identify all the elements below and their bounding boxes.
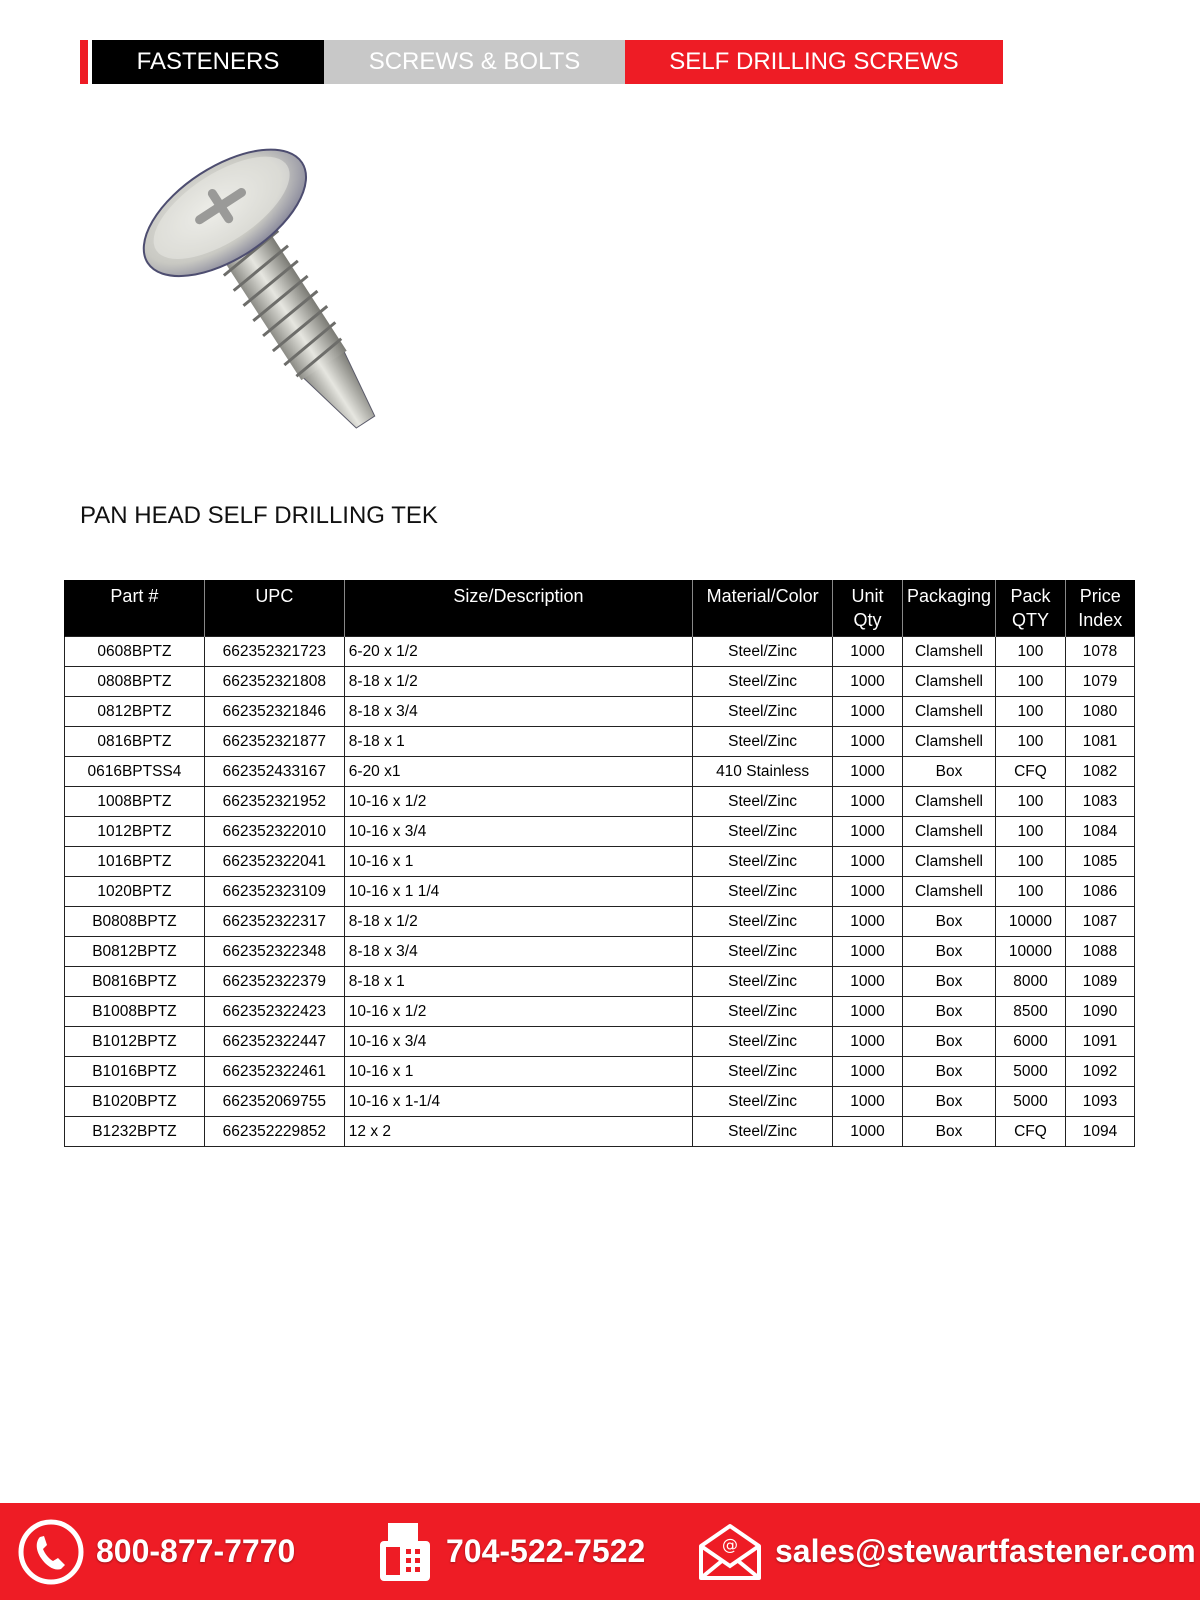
table-cell: 8-18 x 1 <box>344 727 692 757</box>
table-cell: 1000 <box>833 637 903 667</box>
fax-number[interactable]: 704-522-7522 <box>446 1533 646 1569</box>
table-cell: 662352229852 <box>204 1117 344 1147</box>
table-cell: Clamshell <box>903 817 996 847</box>
table-cell: 10-16 x 3/4 <box>344 817 692 847</box>
table-cell: 6000 <box>995 1027 1065 1057</box>
table-row <box>65 907 1135 937</box>
table-cell: 6-20 x1 <box>344 757 692 787</box>
table-cell: B0816BPTZ <box>65 967 205 997</box>
table-cell: 662352322461 <box>204 1057 344 1087</box>
table-row <box>65 847 1135 877</box>
phone-contact[interactable] <box>18 1503 295 1600</box>
table-row <box>65 877 1135 907</box>
table-cell: 1080 <box>1065 697 1134 727</box>
breadcrumb-screws-bolts[interactable]: SCREWS & BOLTS <box>324 40 625 84</box>
table-cell: Steel/Zinc <box>693 1027 833 1057</box>
table-row <box>65 727 1135 757</box>
table-cell: Clamshell <box>903 847 996 877</box>
table-cell: 10000 <box>995 907 1065 937</box>
table-cell: 1000 <box>833 667 903 697</box>
table-cell: CFQ <box>995 757 1065 787</box>
table-cell: 1000 <box>833 757 903 787</box>
email-icon <box>697 1522 763 1582</box>
column-header: Size/Description <box>344 580 692 637</box>
fax-icon <box>376 1519 434 1585</box>
table-cell: 0808BPTZ <box>65 667 205 697</box>
table-cell: Steel/Zinc <box>693 637 833 667</box>
table-cell: 662352322379 <box>204 967 344 997</box>
table-cell: 1000 <box>833 967 903 997</box>
table-row <box>65 637 1135 667</box>
table-cell: 0812BPTZ <box>65 697 205 727</box>
breadcrumb-accent-bar <box>80 40 88 84</box>
svg-text:@: @ <box>722 1534 738 1554</box>
table-cell: 662352322348 <box>204 937 344 967</box>
table-cell: 1083 <box>1065 787 1134 817</box>
table-row <box>65 817 1135 847</box>
table-cell: Steel/Zinc <box>693 727 833 757</box>
table-cell: 10-16 x 1/2 <box>344 787 692 817</box>
table-cell: 100 <box>995 667 1065 697</box>
table-cell: Steel/Zinc <box>693 667 833 697</box>
table-cell: 662352069755 <box>204 1087 344 1117</box>
column-header: Unit Qty <box>833 580 903 637</box>
table-cell: 5000 <box>995 1057 1065 1087</box>
table-cell: B0812BPTZ <box>65 937 205 967</box>
breadcrumb-fasteners[interactable]: FASTENERS <box>92 40 324 84</box>
table-cell: B1016BPTZ <box>65 1057 205 1087</box>
table-cell: B1012BPTZ <box>65 1027 205 1057</box>
table-cell: 662352322317 <box>204 907 344 937</box>
table-cell: Steel/Zinc <box>693 997 833 1027</box>
table-cell: 662352322010 <box>204 817 344 847</box>
table-cell: 1092 <box>1065 1057 1134 1087</box>
table-cell: 8-18 x 1/2 <box>344 667 692 697</box>
table-cell: 1000 <box>833 1087 903 1117</box>
table-cell: 1000 <box>833 697 903 727</box>
table-cell: 1084 <box>1065 817 1134 847</box>
table-cell: Box <box>903 1087 996 1117</box>
table-cell: Box <box>903 997 996 1027</box>
table-cell: 10-16 x 1-1/4 <box>344 1087 692 1117</box>
column-header: Price Index <box>1065 580 1134 637</box>
table-cell: 1090 <box>1065 997 1134 1027</box>
table-cell: 8-18 x 3/4 <box>344 697 692 727</box>
table-cell: 1000 <box>833 1057 903 1087</box>
table-cell: Box <box>903 967 996 997</box>
table-row <box>65 787 1135 817</box>
table-row <box>65 1057 1135 1087</box>
table-cell: 6-20 x 1/2 <box>344 637 692 667</box>
table-cell: Box <box>903 1057 996 1087</box>
table-cell: 10000 <box>995 937 1065 967</box>
table-cell: Steel/Zinc <box>693 1057 833 1087</box>
table-cell: Clamshell <box>903 787 996 817</box>
table-cell: 100 <box>995 817 1065 847</box>
table-cell: 1091 <box>1065 1027 1134 1057</box>
column-header: Material/Color <box>693 580 833 637</box>
email-contact[interactable] <box>697 1503 1196 1600</box>
table-cell: Clamshell <box>903 877 996 907</box>
phone-number[interactable]: 800-877-7770 <box>96 1533 296 1569</box>
table-cell: 100 <box>995 847 1065 877</box>
table-cell: Steel/Zinc <box>693 697 833 727</box>
table-cell: Steel/Zinc <box>693 1087 833 1117</box>
table-cell: Steel/Zinc <box>693 967 833 997</box>
email-address[interactable]: sales@stewartfastener.com <box>775 1533 1196 1569</box>
screw-image <box>100 120 450 465</box>
table-cell: 1000 <box>833 1027 903 1057</box>
table-row <box>65 937 1135 967</box>
table-cell: 410 Stainless <box>693 757 833 787</box>
table-cell: 100 <box>995 637 1065 667</box>
table-cell: 662352321952 <box>204 787 344 817</box>
table-cell: 8-18 x 1 <box>344 967 692 997</box>
table-cell: 10-16 x 1 <box>344 847 692 877</box>
table-row <box>65 757 1135 787</box>
table-cell: CFQ <box>995 1117 1065 1147</box>
table-cell: 1089 <box>1065 967 1134 997</box>
table-cell: Steel/Zinc <box>693 817 833 847</box>
table-cell: 662352321808 <box>204 667 344 697</box>
table-cell: Box <box>903 937 996 967</box>
table-cell: 0816BPTZ <box>65 727 205 757</box>
table-cell: 10-16 x 1 1/4 <box>344 877 692 907</box>
table-row <box>65 997 1135 1027</box>
table-cell: 1000 <box>833 817 903 847</box>
table-row <box>65 967 1135 997</box>
table-cell: B0808BPTZ <box>65 907 205 937</box>
table-cell: 662352322447 <box>204 1027 344 1057</box>
table-cell: Steel/Zinc <box>693 877 833 907</box>
table-cell: 662352322423 <box>204 997 344 1027</box>
table-cell: 1000 <box>833 937 903 967</box>
table-cell: B1020BPTZ <box>65 1087 205 1117</box>
table-row <box>65 1117 1135 1147</box>
table-cell: 1088 <box>1065 937 1134 967</box>
table-row <box>65 697 1135 727</box>
table-cell: Clamshell <box>903 637 996 667</box>
table-cell: 8-18 x 1/2 <box>344 907 692 937</box>
table-cell: 1000 <box>833 907 903 937</box>
table-cell: Steel/Zinc <box>693 1117 833 1147</box>
table-cell: 1008BPTZ <box>65 787 205 817</box>
table-cell: 8500 <box>995 997 1065 1027</box>
table-cell: 8000 <box>995 967 1065 997</box>
table-cell: 1087 <box>1065 907 1134 937</box>
table-cell: Steel/Zinc <box>693 907 833 937</box>
table-cell: 1020BPTZ <box>65 877 205 907</box>
column-header: UPC <box>204 580 344 637</box>
table-cell: Steel/Zinc <box>693 937 833 967</box>
table-cell: 100 <box>995 727 1065 757</box>
table-cell: 10-16 x 3/4 <box>344 1027 692 1057</box>
table-cell: 662352433167 <box>204 757 344 787</box>
table-cell: Steel/Zinc <box>693 847 833 877</box>
table-cell: Box <box>903 907 996 937</box>
table-cell: 1000 <box>833 847 903 877</box>
table-cell: 1000 <box>833 997 903 1027</box>
table-cell: 1086 <box>1065 877 1134 907</box>
table-cell: 1000 <box>833 727 903 757</box>
table-row <box>65 667 1135 697</box>
table-cell: Steel/Zinc <box>693 787 833 817</box>
table-cell: 662352322041 <box>204 847 344 877</box>
phone-icon <box>18 1519 84 1585</box>
table-cell: 1093 <box>1065 1087 1134 1117</box>
contact-footer <box>0 1503 1200 1600</box>
product-title: PAN HEAD SELF DRILLING TEK <box>80 502 438 529</box>
table-header-row <box>65 580 1135 637</box>
table-cell: 1000 <box>833 1117 903 1147</box>
column-header: Part # <box>65 580 205 637</box>
column-header: Pack QTY <box>995 580 1065 637</box>
table-cell: 10-16 x 1 <box>344 1057 692 1087</box>
table-cell: B1008BPTZ <box>65 997 205 1027</box>
table-cell: 662352321877 <box>204 727 344 757</box>
table-cell: 0616BPTSS4 <box>65 757 205 787</box>
table-cell: Clamshell <box>903 697 996 727</box>
column-header: Packaging <box>903 580 996 637</box>
table-cell: B1232BPTZ <box>65 1117 205 1147</box>
table-row <box>65 1027 1135 1057</box>
table-cell: 1079 <box>1065 667 1134 697</box>
table-cell: 1085 <box>1065 847 1134 877</box>
table-cell: 1000 <box>833 877 903 907</box>
table-cell: 10-16 x 1/2 <box>344 997 692 1027</box>
table-cell: 12 x 2 <box>344 1117 692 1147</box>
table-cell: 100 <box>995 877 1065 907</box>
table-cell: 1078 <box>1065 637 1134 667</box>
table-cell: Box <box>903 1117 996 1147</box>
table-cell: 1094 <box>1065 1117 1134 1147</box>
table-cell: Clamshell <box>903 667 996 697</box>
table-cell: Clamshell <box>903 727 996 757</box>
table-cell: 1016BPTZ <box>65 847 205 877</box>
table-cell: 1000 <box>833 787 903 817</box>
breadcrumb <box>80 40 1003 84</box>
table-cell: 1081 <box>1065 727 1134 757</box>
table-cell: 8-18 x 3/4 <box>344 937 692 967</box>
table-cell: Box <box>903 757 996 787</box>
table-cell: 0608BPTZ <box>65 637 205 667</box>
table-cell: 100 <box>995 787 1065 817</box>
parts-table <box>64 580 1135 1147</box>
table-row <box>65 1087 1135 1117</box>
table-cell: Box <box>903 1027 996 1057</box>
table-cell: 662352321723 <box>204 637 344 667</box>
table-cell: 100 <box>995 697 1065 727</box>
table-cell: 5000 <box>995 1087 1065 1117</box>
table-cell: 662352321846 <box>204 697 344 727</box>
table-cell: 1082 <box>1065 757 1134 787</box>
breadcrumb-self-drilling-screws[interactable]: SELF DRILLING SCREWS <box>625 40 1003 84</box>
fax-contact[interactable] <box>376 1503 645 1600</box>
table-cell: 1012BPTZ <box>65 817 205 847</box>
table-cell: 662352323109 <box>204 877 344 907</box>
